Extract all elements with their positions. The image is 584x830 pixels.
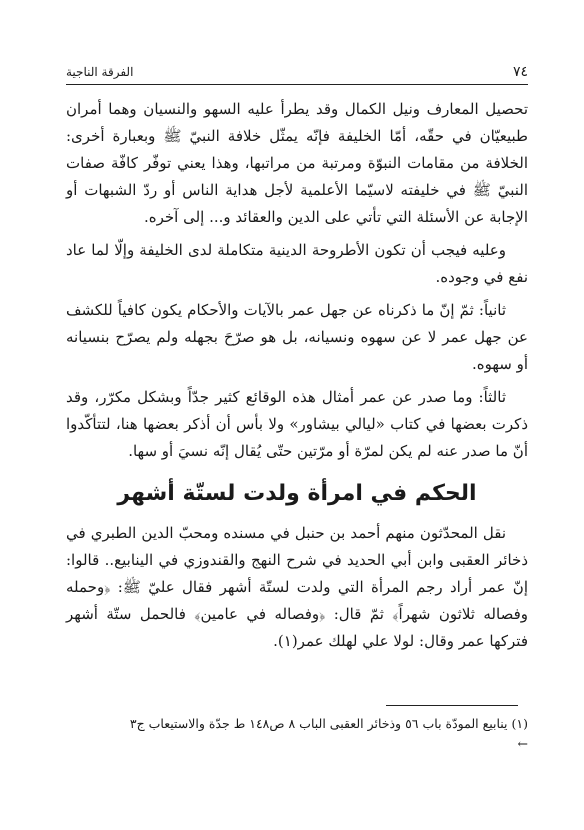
paragraph: نقل المحدّثون منهم أحمد بن حنبل في مسنده ومحبّ الدين الطبري في ذخائر العقبى وابن أبي الحديد في شرح النهج والقندوزي في الينابيع.. قالوا: إنّ عمر أراد رجم المرأة التي ولدت لستّة أشهر فقال عليّ ﷺ: ﴿وحمله وفصاله ثلاثون شهراً﴾ ثمّ قال: ﴿وفصاله في عامين﴾ فالحمل ستّة أشهر فتركها عمر وقال: لولا علي لهلك عمر(١). <box>66 524 528 650</box>
page-number: ٧٤ <box>512 64 528 80</box>
page-header <box>66 64 528 85</box>
paragraph: تحصيل المعارف ونيل الكمال وقد يطرأ عليه السهو والنسيان وهما أمران طبيعيّان في حقّه، أمّا الخليفة فإنّه يمثّل خلافة النبيّ ﷺ وبعبارة أخرى: الخلافة من مقامات النبوّة ومرتبة من مراتبها، وهذا يعني توفّر كافّة صفات النبيّ ﷺ في خليفته لاسيّما الأعلمية لأجل هداية الناس أو ردّ الشبهات أو الإجابة عن الأسئلة التي تأتي على الدين والعقائد و... إلى آخره. <box>66 100 528 226</box>
footnote-text: (١) ينابيع المودّة باب ٥٦ وذخائر العقبى الباب ٨ ص١٤٨ ط جدّة والاستيعاب ج٣ <box>129 716 528 731</box>
section-heading: الحكم في امرأة ولدت لستّة أشهر <box>117 481 477 506</box>
continuation-arrow-icon: ← <box>517 736 528 751</box>
paragraph: ثانياً: ثمّ إنّ ما ذكرناه عن جهل عمر بالآيات والأحكام يكون كافياً للكشف عن جهل عمر لا عن سهوه ونسيانه، بل هو صرّحَ بجهله ولم يصرّح بنسيانه أو سهوه. <box>66 301 528 373</box>
footnote-divider <box>386 705 518 706</box>
footnote <box>66 714 528 754</box>
paragraph: وعليه فيجب أن تكون الأطروحة الدينية متكاملة لدى الخليفة وإلّا لما عاد نفع في وجوده. <box>66 241 528 286</box>
page-body <box>66 96 528 661</box>
paragraph: ثالثاً: وما صدر عن عمر أمثال هذه الوقائع كثير جدّاً وبشكل مكرّر، وقد ذكرت بعضها في كتاب «ليالي بيشاور» ولا بأس أن أذكر بعضها هنا، لتتأكّدوا أنّ ما صدر عنه لم يكن لمرّة أو مرّتين حتّى يُقال إنّه نسيَ أو سها. <box>66 388 528 460</box>
running-title: الفرقة الناجية <box>66 65 134 79</box>
